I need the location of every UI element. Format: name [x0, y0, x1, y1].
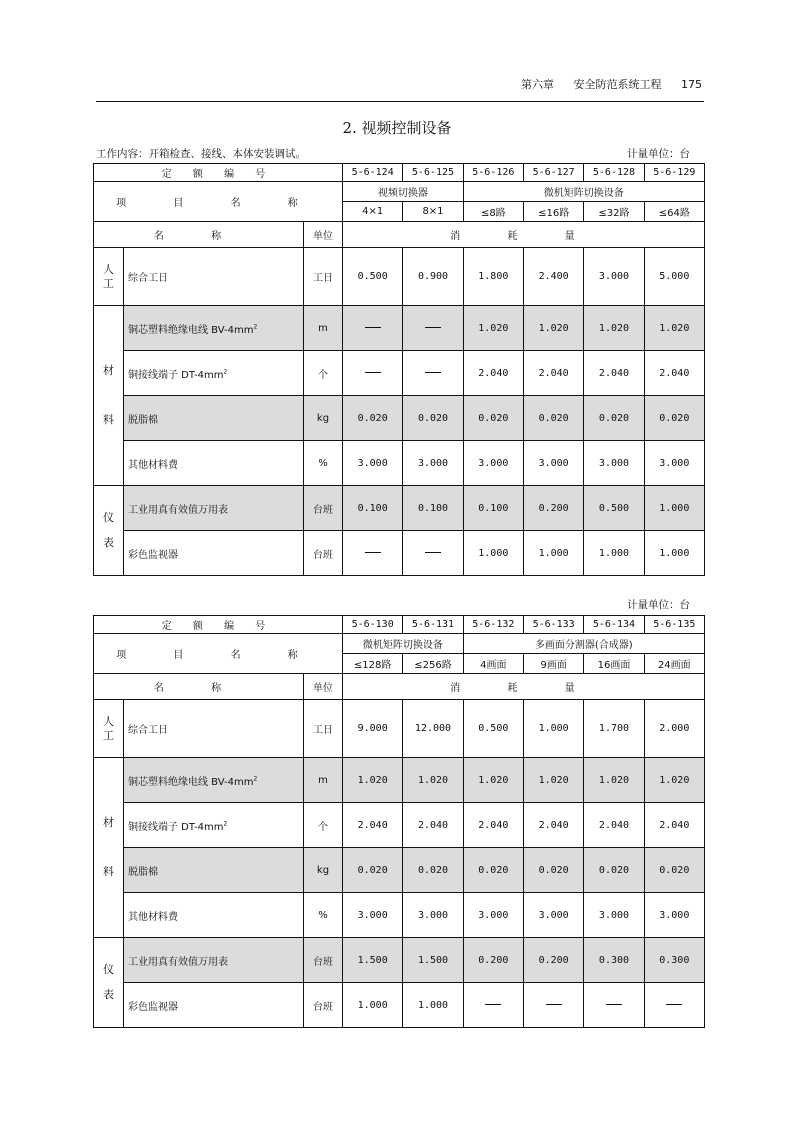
value-cell	[463, 983, 523, 1028]
quota-code-label: 定 额 编 号	[94, 616, 343, 634]
value-cell: 0.020	[343, 848, 403, 893]
row-unit: %	[304, 441, 343, 486]
row-name: 综合工日	[124, 700, 304, 758]
unit-label-2: 计量单位：台	[627, 599, 690, 611]
value-cell	[343, 531, 403, 576]
row-name: 综合工日	[124, 248, 304, 306]
value-cell: 1.020	[463, 306, 523, 351]
category-labor	[94, 248, 124, 306]
category-char: 材	[103, 816, 114, 830]
value-cell: 3.000	[644, 893, 704, 938]
value-cell: 1.020	[584, 758, 644, 803]
empty-dash	[425, 327, 441, 328]
category-material	[94, 758, 124, 938]
running-header	[96, 72, 704, 102]
item-name-label: 项 目 名 称	[94, 182, 343, 222]
value-cell: 1.020	[584, 306, 644, 351]
value-cell: 1.020	[523, 306, 583, 351]
group-header: 多画面分割器(合成器)	[463, 634, 704, 654]
spec-header: ≤32路	[584, 202, 644, 222]
superscript: 2	[253, 323, 258, 331]
value-cell: 1.800	[463, 248, 523, 306]
value-cell: 0.300	[644, 938, 704, 983]
value-cell: 3.000	[644, 441, 704, 486]
value-cell: 0.020	[584, 848, 644, 893]
quota-code: 5-6-124	[343, 164, 403, 182]
name-col-header: 名 称	[94, 222, 304, 248]
spec-header: 9画面	[523, 654, 583, 674]
row-unit: 台班	[304, 486, 343, 531]
value-cell: 1.500	[403, 938, 463, 983]
spec-header: ≤16路	[523, 202, 583, 222]
row-name-text: 脱脂棉	[128, 866, 158, 878]
value-cell: 5.000	[644, 248, 704, 306]
category-char: 工	[103, 276, 114, 290]
empty-dash	[425, 552, 441, 553]
quota-code: 5-6-129	[644, 164, 704, 182]
value-cell: 0.100	[403, 486, 463, 531]
page-number: 175	[681, 78, 702, 91]
value-cell	[403, 531, 463, 576]
value-cell: 0.500	[463, 700, 523, 758]
value-cell: 3.000	[463, 441, 523, 486]
value-cell: 0.020	[463, 848, 523, 893]
value-cell: 0.020	[343, 396, 403, 441]
row-unit: m	[304, 758, 343, 803]
consumption-header: 消 耗 量	[343, 674, 705, 700]
value-cell: 1.000	[523, 700, 583, 758]
value-cell: 0.200	[463, 938, 523, 983]
value-cell: 2.040	[463, 351, 523, 396]
unit-col-header: 单位	[304, 222, 343, 248]
chapter-number: 第六章	[521, 78, 554, 91]
row-unit: kg	[304, 396, 343, 441]
value-cell: 1.020	[403, 758, 463, 803]
category-char: 表	[103, 987, 114, 1001]
row-name-text: 铜接线端子 DT-4mm	[128, 369, 224, 381]
value-cell: 0.020	[403, 396, 463, 441]
empty-dash	[485, 1004, 501, 1005]
value-cell: 0.300	[584, 938, 644, 983]
value-cell: 1.000	[644, 531, 704, 576]
value-cell: 3.000	[584, 893, 644, 938]
category-instrument	[94, 486, 124, 576]
empty-dash	[365, 372, 381, 373]
row-name: 工业用真有效值万用表	[124, 938, 304, 983]
category-char: 表	[103, 535, 114, 549]
value-cell: 1.000	[584, 531, 644, 576]
value-cell: 0.500	[343, 248, 403, 306]
row-unit: 个	[304, 803, 343, 848]
row-unit: 台班	[304, 531, 343, 576]
value-cell: 2.040	[644, 803, 704, 848]
category-char: 料	[103, 412, 114, 426]
row-unit: 工日	[304, 248, 343, 306]
row-name-text: 铜接线端子 DT-4mm	[128, 821, 224, 833]
value-cell: 2.040	[343, 803, 403, 848]
category-char: 仪	[103, 963, 114, 977]
value-cell: 1.020	[523, 758, 583, 803]
row-name	[124, 396, 304, 441]
value-cell: 1.020	[343, 758, 403, 803]
row-unit: 个	[304, 351, 343, 396]
value-cell: 2.000	[644, 700, 704, 758]
value-cell: 0.020	[463, 396, 523, 441]
value-cell: 0.020	[523, 396, 583, 441]
item-name-label: 项 目 名 称	[94, 634, 343, 674]
row-name	[124, 893, 304, 938]
row-name-text: 铜芯塑料绝缘电线 BV-4mm	[128, 776, 254, 788]
value-cell: 1.020	[644, 306, 704, 351]
superscript: 2	[223, 820, 228, 828]
unit-col-header: 单位	[304, 674, 343, 700]
row-name	[124, 848, 304, 893]
quota-code: 5-6-130	[343, 616, 403, 634]
row-unit: 工日	[304, 700, 343, 758]
category-material	[94, 306, 124, 486]
value-cell: 0.500	[584, 486, 644, 531]
value-cell: 1.020	[644, 758, 704, 803]
value-cell: 3.000	[343, 441, 403, 486]
value-cell: 1.000	[463, 531, 523, 576]
spec-header: 16画面	[584, 654, 644, 674]
name-col-header: 名 称	[94, 674, 304, 700]
empty-dash	[666, 1004, 682, 1005]
category-labor	[94, 700, 124, 758]
category-char: 仪	[103, 511, 114, 525]
row-name: 工业用真有效值万用表	[124, 486, 304, 531]
category-instrument	[94, 938, 124, 1028]
row-name-text: 其他材料费	[128, 911, 178, 923]
value-cell: 1.000	[644, 486, 704, 531]
category-char: 料	[103, 864, 114, 878]
quota-code: 5-6-132	[463, 616, 523, 634]
quota-code: 5-6-128	[584, 164, 644, 182]
value-cell: 3.000	[343, 893, 403, 938]
value-cell: 3.000	[403, 441, 463, 486]
row-unit: 台班	[304, 983, 343, 1028]
value-cell	[343, 351, 403, 396]
spec-header: ≤256路	[403, 654, 463, 674]
header-text	[505, 76, 702, 92]
row-name	[124, 803, 304, 848]
row-name-text: 其他材料费	[128, 459, 178, 471]
value-cell: 1.500	[343, 938, 403, 983]
value-cell: 1.020	[463, 758, 523, 803]
row-unit: %	[304, 893, 343, 938]
spec-header: ≤128路	[343, 654, 403, 674]
value-cell	[523, 983, 583, 1028]
spec-header: 4画面	[463, 654, 523, 674]
consumption-header: 消 耗 量	[343, 222, 705, 248]
value-cell: 0.200	[523, 938, 583, 983]
quota-code: 5-6-126	[463, 164, 523, 182]
value-cell: 2.400	[523, 248, 583, 306]
category-char: 人	[103, 263, 114, 277]
quota-code: 5-6-134	[584, 616, 644, 634]
work-content: 工作内容：开箱检查、接线、本体安装调试。	[96, 148, 306, 160]
value-cell: 1.700	[584, 700, 644, 758]
empty-dash	[365, 552, 381, 553]
value-cell: 9.000	[343, 700, 403, 758]
value-cell: 3.000	[584, 248, 644, 306]
spec-header: 24画面	[644, 654, 704, 674]
unit-label-1: 计量单位：台	[627, 148, 690, 160]
spec-header: 8×1	[403, 202, 463, 222]
row-name-text: 铜芯塑料绝缘电线 BV-4mm	[128, 324, 254, 336]
quota-code: 5-6-127	[523, 164, 583, 182]
empty-dash	[546, 1004, 562, 1005]
chapter-title: 安全防范系统工程	[573, 78, 662, 91]
row-name: 彩色监视器	[124, 531, 304, 576]
value-cell: 0.020	[584, 396, 644, 441]
quota-code-label: 定 额 编 号	[94, 164, 343, 182]
superscript: 2	[223, 368, 228, 376]
value-cell: 2.040	[644, 351, 704, 396]
row-unit: m	[304, 306, 343, 351]
value-cell: 0.020	[644, 848, 704, 893]
group-header: 视频切换器	[343, 182, 464, 202]
value-cell: 2.040	[523, 351, 583, 396]
row-unit: kg	[304, 848, 343, 893]
value-cell	[403, 306, 463, 351]
row-name	[124, 351, 304, 396]
value-cell: 1.000	[523, 531, 583, 576]
quota-code: 5-6-133	[523, 616, 583, 634]
quota-table-2	[93, 615, 705, 1028]
quota-code: 5-6-135	[644, 616, 704, 634]
empty-dash	[365, 327, 381, 328]
quota-code: 5-6-131	[403, 616, 463, 634]
value-cell: 2.040	[584, 803, 644, 848]
value-cell: 3.000	[403, 893, 463, 938]
value-cell	[644, 983, 704, 1028]
value-cell: 2.040	[523, 803, 583, 848]
value-cell: 0.100	[463, 486, 523, 531]
value-cell: 0.200	[523, 486, 583, 531]
row-name: 彩色监视器	[124, 983, 304, 1028]
group-header: 微机矩阵切换设备	[343, 634, 464, 654]
category-char: 人	[103, 715, 114, 729]
row-name-text: 脱脂棉	[128, 414, 158, 426]
group-header: 微机矩阵切换设备	[463, 182, 704, 202]
value-cell: 0.100	[343, 486, 403, 531]
row-unit: 台班	[304, 938, 343, 983]
value-cell: 3.000	[523, 441, 583, 486]
value-cell: 12.000	[403, 700, 463, 758]
value-cell: 0.020	[644, 396, 704, 441]
spec-header: ≤64路	[644, 202, 704, 222]
value-cell: 0.900	[403, 248, 463, 306]
category-char: 材	[103, 364, 114, 378]
value-cell: 1.000	[403, 983, 463, 1028]
row-name	[124, 758, 304, 803]
value-cell	[403, 351, 463, 396]
value-cell: 3.000	[523, 893, 583, 938]
section-title: 2. 视频控制设备	[342, 119, 452, 137]
spec-header: 4×1	[343, 202, 403, 222]
value-cell: 3.000	[584, 441, 644, 486]
superscript: 2	[253, 775, 258, 783]
value-cell: 0.020	[523, 848, 583, 893]
empty-dash	[425, 372, 441, 373]
value-cell: 2.040	[403, 803, 463, 848]
empty-dash	[606, 1004, 622, 1005]
row-name	[124, 306, 304, 351]
value-cell: 2.040	[463, 803, 523, 848]
category-char: 工	[103, 728, 114, 742]
quota-code: 5-6-125	[403, 164, 463, 182]
value-cell: 2.040	[584, 351, 644, 396]
row-name	[124, 441, 304, 486]
value-cell: 1.000	[343, 983, 403, 1028]
spec-header: ≤8路	[463, 202, 523, 222]
value-cell	[343, 306, 403, 351]
quota-table-1	[93, 163, 705, 576]
value-cell	[584, 983, 644, 1028]
value-cell: 0.020	[403, 848, 463, 893]
value-cell: 3.000	[463, 893, 523, 938]
